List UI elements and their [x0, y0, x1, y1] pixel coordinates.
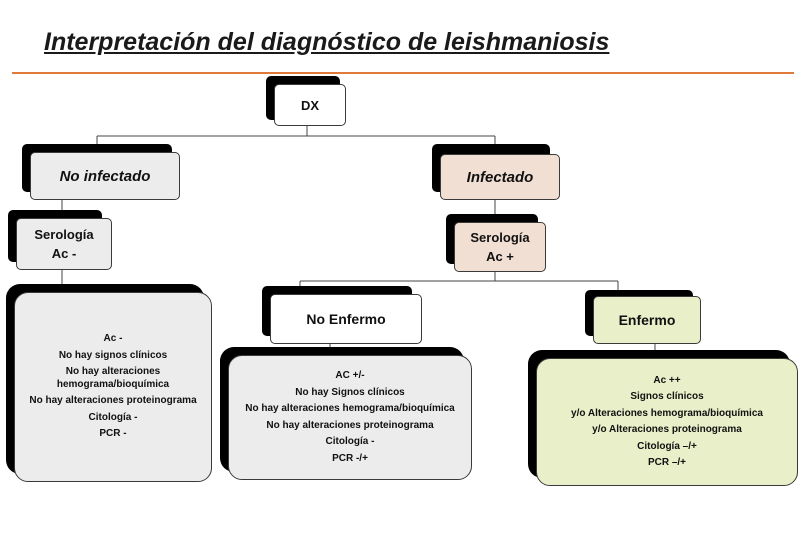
detail-line: Signos clínicos	[630, 391, 704, 402]
detail-line: No hay Signos clínicos	[295, 386, 405, 398]
infectado-label: Infectado	[466, 168, 534, 186]
detail-line: AC +/-	[335, 370, 365, 381]
detail-line: Citología -	[325, 436, 375, 447]
detail-line: y/o Alteraciones hemograma/bioquímica	[571, 407, 763, 419]
detail-line: No hay alteraciones hemograma/bioquímica	[245, 403, 455, 414]
serologia-positiva-node	[446, 214, 546, 272]
no-infectado-details	[6, 284, 212, 482]
serologia-negativa-node	[8, 210, 112, 270]
serologia-positiva-line2: Ac +	[486, 249, 514, 264]
detail-line: No hay signos clínicos	[58, 349, 168, 361]
enfermo-label: Enfermo	[618, 312, 676, 328]
detail-line: Citología –/+	[637, 440, 697, 452]
detail-line: PCR –/+	[647, 457, 687, 468]
detail-line: No hay alteraciones proteinograma	[266, 419, 434, 431]
serologia-negativa-line1: Serología	[34, 226, 94, 242]
detail-line: PCR -	[99, 428, 127, 440]
no-infectado-node	[22, 144, 180, 200]
no-enfermo-node	[262, 286, 422, 344]
detail-line: No hay alteraciones proteinograma	[29, 395, 197, 407]
detail-line: y/o Alteraciones proteinograma	[592, 424, 742, 435]
no-infectado-label: No infectado	[59, 167, 151, 185]
infectado-node	[432, 144, 560, 200]
detail-line: Citología -	[88, 411, 138, 423]
detail-line: No hay alteraciones hemograma/bioquímica	[56, 366, 170, 390]
no-enfermo-details	[220, 347, 472, 480]
no-enfermo-label: No Enfermo	[306, 311, 386, 327]
detail-line: Ac ++	[653, 374, 681, 386]
detail-line: Ac -	[103, 333, 123, 345]
serologia-negativa-line2: Ac -	[51, 246, 77, 261]
detail-line: PCR -/+	[332, 452, 368, 464]
enfermo-node	[585, 290, 701, 344]
page-title: Interpretación del diagnóstico de leishmaniosis	[44, 28, 610, 56]
enfermo-details	[528, 350, 798, 486]
serologia-positiva-line1: Serología	[470, 229, 530, 245]
dx-label: DX	[300, 97, 320, 113]
dx-node	[266, 76, 346, 126]
